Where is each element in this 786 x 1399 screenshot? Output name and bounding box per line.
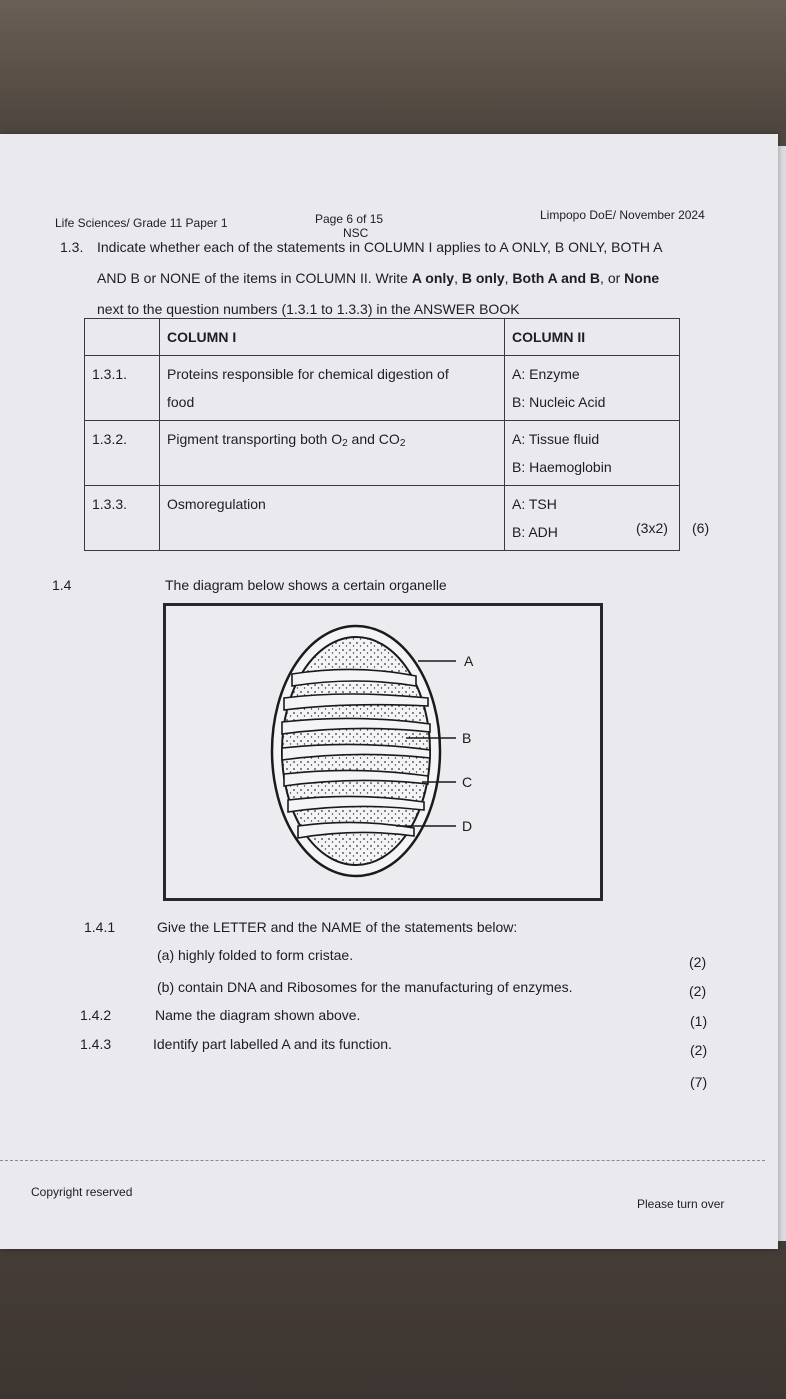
option-a-only: A only: [411, 270, 455, 286]
marks-calculation: (3x2): [636, 520, 668, 536]
sub-1-4-2-marks: (1): [690, 1013, 708, 1029]
item-a: A: Tissue fluid: [512, 431, 600, 447]
header-subject: Life Sciences/ Grade 11 Paper 1: [55, 216, 228, 230]
statement-line: food: [167, 394, 195, 410]
row-items: [505, 356, 680, 421]
table-header-row: [85, 319, 680, 356]
sub-1-4-3-text: Identify part labelled A and its function.: [153, 1036, 392, 1052]
sub-1-4-2-text: Name the diagram shown above.: [155, 1007, 361, 1023]
question-1-4-intro: The diagram below shows a certain organelle: [165, 577, 447, 593]
column-2-header: [505, 319, 680, 356]
sub-1-4-1-b: (b) contain DNA and Ribosomes for the manufacturing of enzymes.: [157, 979, 573, 995]
question-1-4-total-marks: (7): [690, 1074, 708, 1090]
sep: ,: [454, 270, 462, 286]
question-1-3-line3: next to the question numbers (1.3.1 to 1.3.3) in the ANSWER BOOK: [97, 301, 520, 317]
sub-1-4-1-a-marks: (2): [689, 954, 707, 970]
row-number: 1.3.1.: [85, 356, 160, 421]
label-b: B: [462, 730, 472, 746]
option-none: None: [624, 270, 660, 286]
header-nsc: NSC: [343, 226, 369, 240]
column-2-header-text: COLUMN II: [512, 329, 586, 345]
sub-1-4-1-a: (a) highly folded to form cristae.: [157, 947, 354, 963]
column-table: [84, 318, 680, 551]
question-1-3-line1: Indicate whether each of the statements in COLUMN I applies to A ONLY, B ONLY, BOTH A: [97, 239, 663, 255]
label-a: A: [464, 653, 474, 669]
statement-text: Pigment transporting both O: [167, 431, 343, 447]
row-items: [505, 486, 680, 551]
sub-1-4-2-number: 1.4.2: [80, 1007, 112, 1023]
row-statement: Osmoregulation: [160, 486, 505, 551]
column-1-header-text: COLUMN I: [167, 329, 237, 345]
organelle-diagram: [163, 603, 603, 901]
row-number: 1.3.2.: [85, 421, 160, 486]
row-statement: [160, 356, 505, 421]
question-1-3-number: 1.3.: [60, 239, 84, 255]
sub-1-4-3-marks: (2): [690, 1042, 708, 1058]
option-both: Both A and B: [512, 270, 601, 286]
statement-text: and CO: [347, 431, 400, 447]
table-row: [85, 486, 680, 551]
header-province: Limpopo DoE/ November 2024: [540, 208, 705, 222]
marks-total-1-3: (6): [692, 520, 710, 536]
sep: , or: [600, 270, 625, 286]
item-a: A: Enzyme: [512, 366, 580, 382]
sep: ,: [504, 270, 513, 286]
mitochondrion-illustration: [166, 606, 600, 898]
sub-1-4-1-text: Give the LETTER and the NAME of the statements below:: [157, 919, 518, 935]
column-1-header: [160, 319, 505, 356]
header-blank-cell: [85, 319, 160, 356]
sub-1-4-3-number: 1.4.3: [80, 1036, 112, 1052]
label-c: C: [462, 774, 473, 790]
row-items: [505, 421, 680, 486]
row-number: 1.3.3.: [85, 486, 160, 551]
header-page: Page 6 of 15: [315, 212, 384, 226]
line2-text: AND B or NONE of the items in COLUMN II. Write: [97, 270, 412, 286]
option-b-only: B only: [461, 270, 505, 286]
question-1-3-text: [97, 232, 717, 325]
footer-turn-over: Please turn over: [637, 1197, 725, 1211]
subscript: 2: [342, 438, 348, 449]
footer-copyright: Copyright reserved: [31, 1185, 133, 1199]
item-b: B: ADH: [512, 524, 558, 540]
item-b: B: Nucleic Acid: [512, 394, 606, 410]
footer-divider: [0, 1160, 765, 1161]
question-1-3-line2: [97, 263, 717, 294]
table-row: [85, 421, 680, 486]
table-row: [85, 356, 680, 421]
row-statement: [160, 421, 505, 486]
sub-1-4-1-b-marks: (2): [689, 983, 707, 999]
subscript: 2: [399, 438, 406, 449]
sub-1-4-1-number: 1.4.1: [84, 919, 116, 935]
statement-line: Proteins responsible for chemical digestion of: [167, 366, 449, 382]
label-d: D: [462, 818, 473, 834]
item-a: A: TSH: [512, 496, 557, 512]
question-1-4-number: 1.4: [52, 577, 72, 593]
item-b: B: Haemoglobin: [512, 459, 612, 475]
